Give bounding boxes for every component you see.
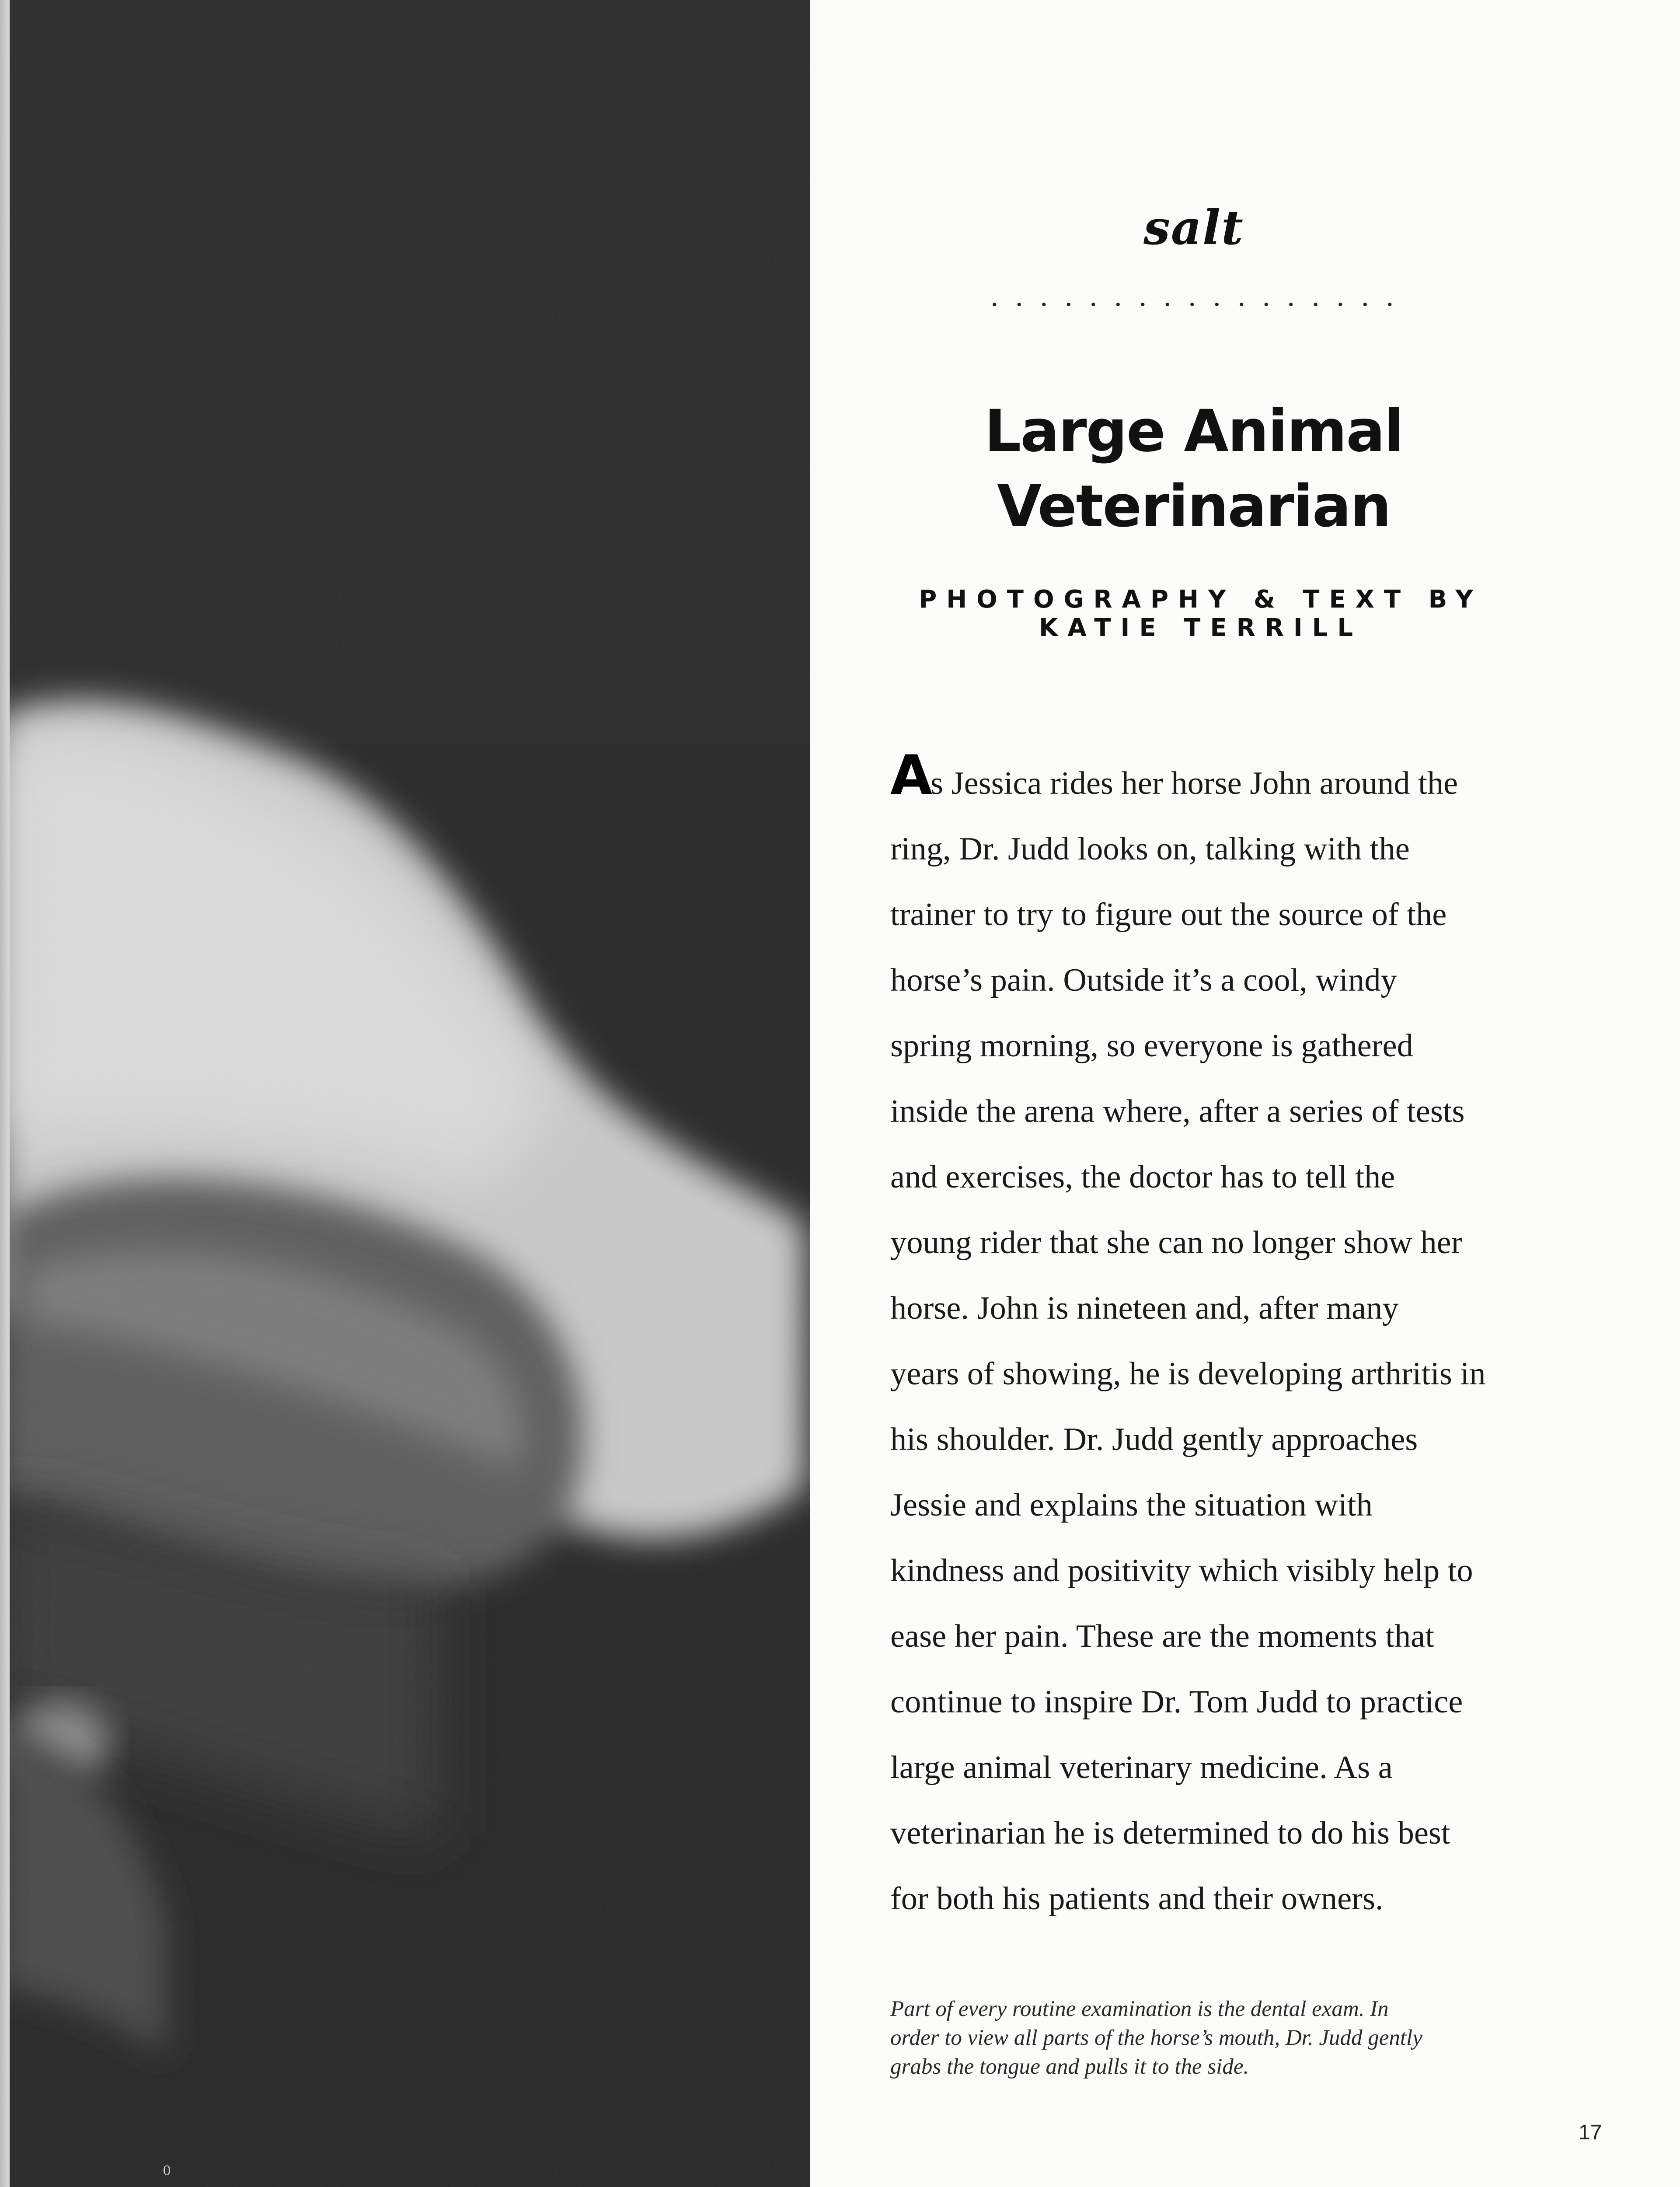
dotted-divider [982,302,1402,307]
body-line: horse. John is nineteen and, after many [890,1290,1399,1326]
body-line: spring morning, so everyone is gathered [890,1028,1413,1064]
caption-line: Part of every routine examination is the dental exam. In [890,1997,1389,2021]
title-line: Large Animal [984,398,1403,465]
title-line: Veterinarian [997,473,1391,540]
body-line: Jessie and explains the situation with [890,1487,1373,1523]
article-title [892,394,1495,544]
body-line: for both his patients and their owners. [890,1881,1384,1917]
drop-cap: A [890,744,931,807]
article-body [890,744,1502,1932]
body-line: trainer to try to figure out the source of the [890,897,1447,933]
page-edge [0,0,10,2187]
caption-line: grabs the tongue and pulls it to the side. [890,2054,1249,2079]
body-line-first-rest: s Jessica rides her horse John around the [930,765,1458,801]
body-line: years of showing, he is developing arthritis in [890,1356,1486,1392]
body-line: veterinarian he is determined to do his best [890,1815,1450,1851]
body-line-first [890,744,1502,816]
body-line: and exercises, the doctor has to tell the [890,1159,1395,1195]
body-line: inside the arena where, after a series of tests [890,1094,1465,1129]
section-label: salt [1143,200,1244,255]
photo-corner-mark: 0 [163,2163,171,2179]
body-line: young rider that she can no longer show her [890,1225,1462,1261]
page-number: 17 [1579,2121,1602,2144]
photo-image [0,0,810,2187]
body-line: ring, Dr. Judd looks on, talking with the [890,831,1410,867]
body-line: kindness and positivity which visibly help to [890,1553,1473,1589]
body-line: horse’s pain. Outside it’s a cool, windy [890,962,1397,998]
byline: PHOTOGRAPHY & TEXT BY KATIE TERRILL [919,585,1483,642]
horse-mouth-photo [0,0,810,2187]
body-line: his shoulder. Dr. Judd gently approaches [890,1422,1418,1457]
caption-line: order to view all parts of the horse’s mouth, Dr. Judd gently [890,2026,1422,2050]
body-line: ease her pain. These are the moments that [890,1618,1434,1654]
body-line: continue to inspire Dr. Tom Judd to practice [890,1684,1463,1720]
body-line: large animal veterinary medicine. As a [890,1750,1393,1785]
photo-caption [890,1995,1511,2081]
